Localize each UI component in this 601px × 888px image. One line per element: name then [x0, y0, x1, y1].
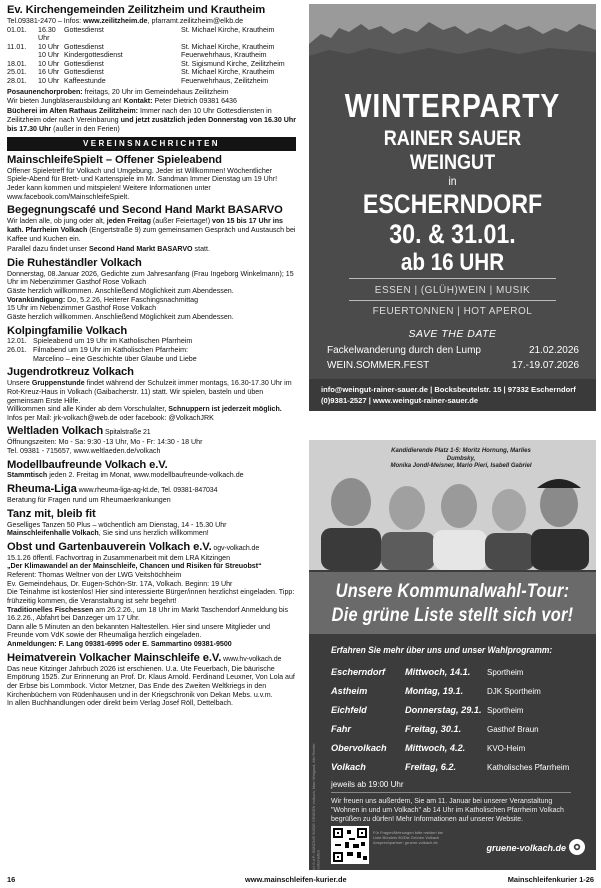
kolping-title: Kolpingfamilie Volkach: [7, 324, 128, 337]
heimat-t1: Das neue Kitzinger Jahrbuch 2026 ist erschienen. U.a. Ute Feuerbach, Die bäurische Empörung 1525. Zur Erinnerung an Prof. Dr. Klaus Arnold. Ferdinand Leuxner, Von Lola auf der Erbse bis Lommbock. Victor Metzner, Das Ende des Zweiten Weltkriegs in den Kirchenbüchern von Rüdenhausen und in der Kriegschronik von Dekan Mebs. u.v.m.: [7, 664, 295, 699]
jugendrotkreuz: [7, 366, 296, 422]
obst-t3: Referent: Thomas Weltner von der LWG Veitshöchheim: [7, 570, 182, 579]
obst-t8: Anmeldungen: F. Lang 09381-6995 oder E. Sammartino 09381-9500: [7, 640, 232, 649]
kolping-row: 12.01. Spieleabend um 19 Uhr im Katholischen Pfarrheim: [7, 337, 193, 346]
schedule-row: Eichfeld Donnerstag, 29.1. Sportheim: [331, 704, 524, 715]
tanz-title: Tanz mit, bleib fit: [7, 507, 96, 520]
gruene-kommunalwahl-ad: [309, 440, 596, 870]
candidates-names: Kandidierende Platz 1-5: Moritz Hornung, Marlies Dumbsky, Monika Jondl-Meisner, Mario Pieri, Isabell Gabriel: [390, 448, 532, 469]
weltladen: [7, 425, 296, 455]
ad1-in: in: [448, 174, 457, 188]
modell-t1: Stammtisch jeden 2. Freitag im Monat, www.modellbaufreunde-volkach.de: [7, 471, 244, 480]
ad1-divider: [349, 300, 556, 301]
ev-title: Ev. Kirchengemeinden Zeilitzheim und Krautheim: [7, 4, 266, 16]
welt-title: Weltladen Volkach Spitalstraße 21: [7, 425, 151, 438]
schedule-row: Obervolkach Mittwoch, 4.2. KVO-Heim: [331, 742, 526, 753]
schedule-row: Fahr Freitag, 30.1. Gasthof Braun: [331, 723, 539, 734]
imprint-vertical: V.i.S.d.P.: BÜNDNIS 90/DIE GRÜNEN Volkach, Marc Weigand, Alle Rechte vorbehalten: [312, 743, 321, 870]
event-note: Wir freuen uns außerdem, Sie am 11. Januar bei unserer Veranstaltung "Wohnen in und um Volkach" ab 14 Uhr im Katholischen Pfarrheim Volkach begrüßen zu dürfen! Mehr Informationen auf unserer Website.: [331, 798, 564, 824]
candidates-photo: [309, 440, 596, 570]
ad1-contact-1[interactable]: info@weingut-rainer-sauer.de | Bocksbeutelstr. 15 | 97332 Escherndorf: [321, 385, 576, 394]
ev-mail[interactable]: , pfarramt.zeilitzheim@elkb.de: [147, 16, 244, 25]
ev-posaunenchor: Posaunenchorproben: freitags, 20 Uhr im Gemeindehaus Zeilitzheim: [7, 88, 229, 97]
ev-kirchengemeinden: [7, 4, 296, 133]
jrk-t2: Willkommen sind alle Kinder ab dem Vorschulalter, Schnuppern ist jederzeit möglich.: [7, 405, 282, 414]
footer-issue: Mainschleifenkurier 1-26: [507, 875, 594, 884]
ruhe-t1: Donnerstag, 08.Januar 2026, Gedichte zum Jahresanfang (Frau Ingeborg Winkelmann); 15 Uhr im Nebenzimmer Gasthof Rose Volkach: [7, 269, 294, 287]
obst-t4: Ev. Gemeindehaus, Dr. Eugen-Schön-Str. 17A, Volkach. Beginn: 19 Uhr: [7, 579, 233, 588]
kolpingfamilie: [7, 325, 296, 364]
sunflower-logo-icon: [568, 838, 586, 856]
heimatverein: [7, 652, 296, 708]
qr-caption: Für Fragen/Meinungen bitte melden bei Liste Bündnis 90/Die Grünen Volkach Ansprechpartner: gruene-volkach.de: [373, 830, 444, 846]
bega-title: Begegnungscafé und Second Hand Markt BASARVO: [7, 204, 283, 217]
winterparty-ad: [309, 4, 596, 411]
ad1-event-row: WEIN.SOMMER.FEST 17.-19.07.2026: [327, 360, 579, 371]
kolping-row: 26.01. Filmabend um 19 Uhr im Katholischen Pfarrheim:: [7, 346, 188, 355]
bega-text: Wir laden alle, ob jung oder alt, jeden Freitag (außer Feiertage!) von 15 bis 17 Uhr ins kath. Pfarrheim Volkach (Engertstraße 9) zum gemeinsamen Gespräch und Austausch bei Kaffee und Kuchen ein.: [7, 217, 296, 243]
welt-t2[interactable]: Tel. 09381 - 715657, www.weltlaeden.de/volkach: [7, 446, 161, 455]
ad1-weingut: WEINGUT: [409, 151, 496, 174]
tanz-t2: Mainschleifenhalle Volkach, Sie sind uns herzlich willkommen!: [7, 529, 209, 538]
schedule-row: Volkach Freitag, 6.2. Katholisches Pfarrheim: [331, 761, 570, 772]
ad1-time: ab 16 UHR: [400, 249, 505, 276]
ruhe-t3: Vorankündigung: Do, 5.2.26, Heiterer Faschingsnachmittag: [7, 295, 199, 304]
tour-schedule: [331, 663, 581, 777]
footer-site-link[interactable]: www.mainschleifen-kurier.de: [245, 875, 347, 884]
heimat-t2: In allen Buchhandlungen oder direkt beim Verlag Josef Röll, Dettelbach.: [7, 699, 233, 708]
service-row: 28.01. 10 Uhr Kaffeestunde Feuerwehrhaus, Zeilitzheim: [7, 76, 269, 85]
ad1-footer: [309, 379, 596, 411]
bega-basar: Parallel dazu findet unser Second Hand Markt BASARVO statt.: [7, 245, 210, 254]
tanz-t1: Geselliges Tanzen 50 Plus – wöchentlich am Dienstag, 14 - 15.30 Uhr: [7, 520, 227, 529]
section-bar-vereinsnachrichten: VEREINSNACHRICHTEN: [7, 137, 296, 151]
ad1-rainer-sauer: RAINER SAUER: [383, 127, 522, 150]
schedule-time: jeweils ab 19:00 Uhr: [331, 780, 404, 789]
ev-contact: Tel.09381-2470 – Infos: www.zeilitzheim.de, pfarramt.zeilitzheim@elkb.de: [7, 16, 244, 25]
ad1-divider: [349, 278, 556, 279]
service-row: 25.01. 16 Uhr Gottesdienst St. Michael Kirche, Krautheim: [7, 68, 275, 77]
ev-jungblaeser: Wir bieten Jungbläserausbildung an! Kontakt: Peter Dietrich 09381 6436: [7, 96, 237, 105]
ruhe-t2: Gäste herzlich willkommen. Anschließend Möglichkeit zum Abendessen.: [7, 287, 234, 295]
ad1-dates: 30. & 31.01.: [389, 219, 516, 249]
service-row: 10 Uhr Kindergottesdienst Feuerwehrhaus, Krautheim: [38, 51, 267, 60]
obst-gartenbauverein: [7, 541, 296, 649]
modell-title: Modellbaufreunde Volkach e.V.: [7, 458, 168, 471]
ad1-event-row: Fackelwanderung durch den Lump 21.02.2026: [327, 345, 579, 356]
ad1-features-2: FEUERTONNEN | HOT APEROL: [372, 306, 533, 317]
obst-t5: Die Teinahme ist kostenlos! Hier sind interessierte Bürger/innen herzlichst eingeladen. Tipp: frühzeitig kommen, die Veranstaltung ist sehr begehrt!: [7, 588, 295, 605]
left-column: [7, 4, 296, 870]
schedule-row: Escherndorf Mittwoch, 14.1. Sportheim: [331, 666, 524, 677]
rheuma-t1: Beratung für Fragen rund um Rheumaerkrankungen: [7, 495, 171, 504]
welt-t1: Öffnungszeiten: Mo - Sa: 9:30 -13 Uhr, Mo - Fr: 14:30 - 18 Uhr: [7, 438, 203, 447]
obst-title: Obst und Gartenbauverein Volkach e.V. ogv-volkach.de: [7, 540, 260, 553]
mainschleife-spielt: [7, 154, 296, 201]
obst-t1: 15.1.26 öffentl. Fachvortrag in Zusammenarbeit mit dem LRA Kitzingen: [7, 553, 231, 562]
rheuma-title: Rheuma-Liga www.rheuma-liga-ag-kt.de, Tel. 09381-847034: [7, 483, 218, 496]
mountain-silhouette-graphic: [309, 4, 596, 74]
ev-buecherei: Bücherei im Alten Rathaus Zeilitzheim: Immer nach den 10 Uhr Gottesdiensten in Zeilitzheim oder nach Vereinbarung und jetzt zusätzlich jeden Donnerstag von 16.30 Uhr bis 17.30 Uhr (außer in den Ferien): [7, 107, 296, 133]
service-row: 01.01. 16.30 Uhr Gottesdienst St. Michael Kirche, Krautheim: [7, 25, 275, 43]
kolping-row: Marcelino – eine Geschichte über Glaube und Liebe: [33, 354, 197, 363]
spiel-title: MainschleifeSpielt – Offener Spieleabend: [7, 153, 222, 166]
heimat-title: Heimatverein Volkacher Mainschleife e.V. www.hv-volkach.de: [7, 651, 282, 664]
obst-t7: Dann alle 5 Minuten an den bekannten Haltestellen. Hier sind unsere Mitglieder und Freunde vom VdK sowie der Rheumaliga herzlich eingeladen.: [7, 622, 271, 640]
schedule-row: Astheim Montag, 19.1. DJK Sportheim: [331, 685, 541, 696]
ad1-escherndorf: ESCHERNDORF: [362, 189, 543, 219]
program-intro: Erfahren Sie mehr über uns und unser Wahlprogramm:: [331, 645, 553, 655]
ruhe-title: Die Ruheständler Volkach: [7, 256, 142, 269]
ad1-contact-2[interactable]: (0)9381-2527 | www.weingut-rainer-sauer.de: [321, 396, 479, 405]
qr-code-icon[interactable]: [331, 826, 369, 864]
jrk-t1: Unsere Gruppenstunde findet während der Schulzeit immer montags, 16.30-17.30 Uhr im Rot-Kreuz-Haus in Volkach (Gaibacherstr. 11) statt. Wir spielen, basteln und üben gemeinsam Erste Hilfe.: [7, 379, 292, 405]
jrk-t3[interactable]: Infos per Mail: jrk-volkach@web.de oder facebook: @VolkachJRK: [7, 413, 214, 422]
ruhe-t4: 15 Uhr im Nebenzimmer Gasthof Rose Volkach: [7, 304, 157, 313]
gruene-volkach-link[interactable]: gruene-volkach.de: [486, 843, 566, 853]
modellbaufreunde: [7, 459, 296, 481]
service-row: 11.01. 10 Uhr Gottesdienst St. Michael Kirche, Krautheim: [7, 42, 275, 51]
tour-banner: Unsere Kommunalwahl-Tour: Die grüne Liste stellt sich vor!: [309, 572, 596, 634]
tanz-mit: [7, 508, 296, 538]
page-number: 16: [7, 875, 16, 884]
ev-services: [7, 26, 296, 86]
right-column: [309, 0, 596, 870]
obst-t2: „Der Klimawandel an der Mainschleife, Chancen und Risiken für Streuobst“: [7, 562, 262, 571]
ad2-divider: [331, 792, 571, 793]
ruhestaendler: [7, 257, 296, 322]
page-footer: [0, 872, 601, 888]
begegnungscafe: [7, 204, 296, 253]
ev-web-link[interactable]: www.zeilitzheim.de: [83, 16, 148, 25]
ad1-save-the-date: SAVE THE DATE: [408, 328, 497, 340]
service-row: 18.01. 10 Uhr Gottesdienst St. Sigismund Kirche, Zeilitzheim: [7, 59, 285, 68]
jrk-title: Jugendrotkreuz Volkach: [7, 366, 134, 379]
ad1-features-1: ESSEN | (GLÜH)WEIN | MUSIK: [374, 285, 531, 296]
winterparty-title: WINTERPARTY: [344, 87, 561, 124]
rheuma-liga: [7, 483, 296, 505]
ruhe-t5: Gäste herzlich willkommen. Anschließend Möglichkeit zum Abendessen.: [7, 312, 234, 321]
spiel-text: Offener Spieletreff für Volkach und Umgebung. Jeder ist Willkommen! Wöchentlicher Spiele-Abend für Brett- und Kartenspiele im Mr. Sandman Immer Dienstag um 19 Uhr! Jeder kann kommen und mitspielen! Weitere Informationen unter www.facebook.com/MainschleifeSpielt.: [7, 166, 278, 201]
obst-t6: Traditionelles Fischessen am 26.2.26., um 18 Uhr im Markt Taschendorf Anmeldung bis 16.2.26., Abfahrt bei Danzeger um 17 Uhr.: [7, 605, 288, 623]
